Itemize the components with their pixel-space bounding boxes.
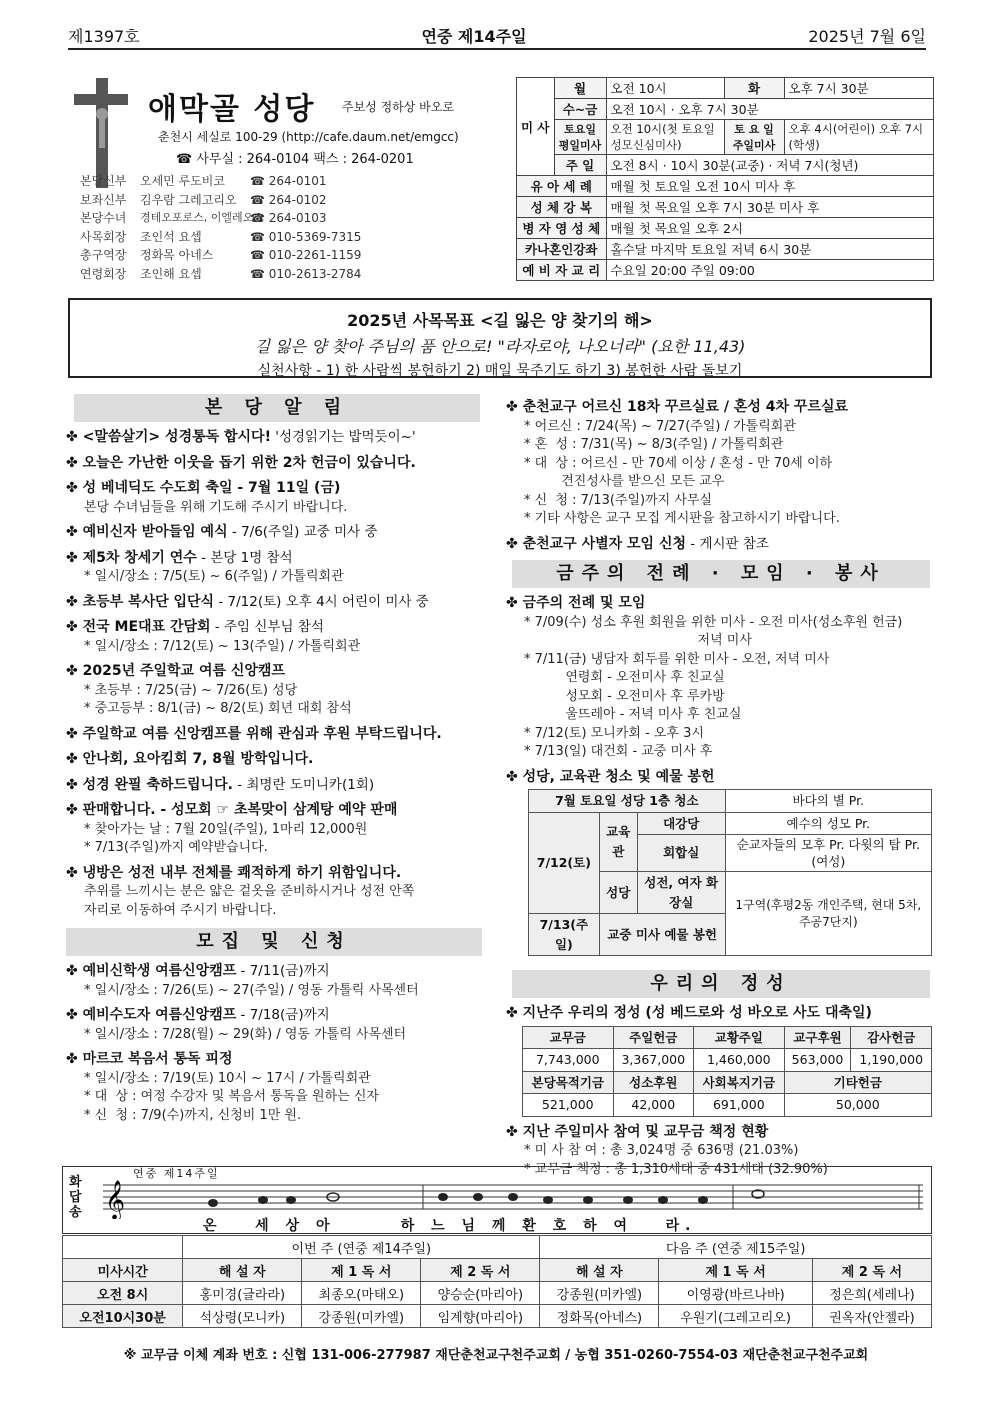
pastoral-goal-box: [68, 298, 932, 378]
notice-item: ✤ 안나회, 요아킴회 7, 8월 방학입니다.: [66, 750, 496, 770]
recruit-list: [66, 962, 496, 1125]
music-staff: [93, 1179, 928, 1219]
notice-section-title: 본 당 알 림: [74, 394, 480, 422]
liturgical-week: 연중 제14주일: [421, 27, 527, 46]
goal-motto: 길 잃은 양 찾아 주님의 품 안으로! "라자로야, 나오너라" (요한 11,43): [254, 337, 746, 356]
psalm-title: 연중 제14주일: [133, 1167, 220, 1180]
church-address: 춘천시 세실로 100-29 (http://cafe.daum.net/emgcc): [158, 130, 459, 144]
notice-item: ✤ 마르코 복음서 통독 피정 * 일시/장소 : 7/19(토) 10시 ~ 17시 / 가톨릭회관 * 대 상 : 여정 수강자 및 복음서 통독을 원하는 신자 * 신 청 : 7/9(수)까지, 신청비 1만 원.: [66, 1050, 496, 1125]
week-liturgy-item: ✤ 금주의 전례 및 모임 * 7/09(수) 성소 후원 회원을 위한 미사 - 오전 미사(성소후원 헌금) 저녁 미사 * 7/11(금) 냉담자 회두를 위한 미사 - 오전, 저녁 미사 연령회 - 오전미사 후 친교실 성모회 - 오전미사 후 루카방 울뜨레아 - 저녁 미사 후 친교실 * 7/12(토) 모니카회 - 오후 3시 * 7/13(일) 대건회 - 교중 미사 후: [506, 594, 936, 762]
bulletin-date: 2025년 7월 6일: [808, 27, 926, 46]
goal-practice: 실천사항 - 1) 한 사람씩 봉헌하기 2) 매일 묵주기도 하기 3) 봉헌한 사람 돌보기: [257, 363, 743, 379]
notice-item: ✤ 초등부 복사단 입단식 - 7/12(토) 오후 4시 어린이 미사 중: [66, 593, 496, 613]
readers-table: 이번 주 (연중 제14주일) 다음 주 (연중 제15주일) 미사시간 해 설 자 제 1 독 서 제 2 독 서 해 설 자 제 1 독 서 제 2 독 서 오전 8시 홍미경(글라라) 최종오(마태오) 양승순(마리아) 강종원(미카엘) 이영광(바르나바) 정은희(세레나) 오전10시30분 석상령(모니카) 강종원(미카엘) 임계향(마리아) 정화목(아네스) 우원기(그레고리오) 권옥자(안젤라): [62, 1235, 932, 1328]
psalm-side-label: 화답송: [69, 1175, 82, 1220]
account-footer: ※ 교무금 이체 계좌 번호 : 신협 131-006-277987 재단춘천교구천주교회 / 농협 351-0260-7554-03 재단춘천교구천주교회: [123, 1348, 869, 1363]
issue-number: 제1397호: [68, 27, 140, 46]
left-column: [66, 394, 496, 1125]
staff-list: [80, 172, 400, 283]
week-section-title: 금주의 전례 · 모임 · 봉사: [512, 560, 930, 588]
notice-item: ✤ 냉방은 성전 내부 전체를 쾌적하게 하기 위함입니다. 추위를 느끼시는 분은 얇은 겉옷을 준비하시거나 성전 안쪽 자리로 이동하여 주시기 바랍니다.: [66, 864, 496, 921]
offering-table: 교무금 주일헌금 교황주일 교구후원 감사헌금 7,743,000 3,367,000 1,460,000 563,000 1,190,000 본당목적기금 성소후원 사회복지기금 기타헌금 521,000 42,000 691,000 50,000: [522, 1026, 932, 1117]
goal-title: 2025년 사목목표 <길 잃은 양 찾기의 해>: [347, 311, 653, 330]
responsorial-psalm-score: [62, 1166, 932, 1234]
notice-item: ✤ 2025년 주일학교 여름 신앙캠프 * 초등부 : 7/25(금) ~ 7/26(토) 성당 * 중고등부 : 8/1(금) ~ 8/2(토) 회년 대회 참석: [66, 662, 496, 719]
notice-item: ✤ 오늘은 가난한 이웃을 돕기 위한 2차 헌금이 있습니다.: [66, 454, 496, 474]
notice-item: ✤ 제5차 창세기 연수 - 본당 1명 참석 * 일시/장소 : 7/5(토) ~ 6(주일) / 가톨릭회관: [66, 549, 496, 587]
right-column: [506, 392, 936, 1179]
church-name: 애막골 성당: [148, 92, 316, 127]
notice-item: ✤ 춘천교구 어르신 18차 꾸르실료 / 혼성 4차 꾸르실료 * 어르신 : 7/24(목) ~ 7/27(주일) / 가톨릭회관 * 혼 성 : 7/31(목) ~ 8/3(주일) / 가톨릭회관 * 대 상 : 어르신 - 만 70세 이상 / 혼성 - 만 70세 이하 견진성사를 받으신 모든 교우 * 신 청 : 7/13(주일)까지 사무실 * 기타 사항은 교구 모집 게시판을 참고하시기 바랍니다.: [506, 398, 936, 529]
cleaning-table: 7월 토요일 성당 1층 청소 바다의 별 Pr. 7/12(토) 교육관 대강당 예수의 성모 Pr. 회합실 순교자들의 모후 Pr. 다윗의 탑 Pr.(여성) 성당 성전, 여자 화장실 1구역(후평2동 개인주택, 현대 5차, 주공7단지) 7/13(주일) 교중 미사 예물 봉헌: [528, 789, 932, 956]
offering-item: ✤ 지난주 우리의 정성 (성 베드로와 성 바오로 사도 대축일): [506, 1004, 936, 1024]
notice-item: ✤ <말씀살기> 성경통독 합시다! '성경읽기는 밥먹듯이~': [66, 428, 496, 448]
notice-item: ✤ 예비수도자 여름신앙캠프 - 7/18(금)까지 * 일시/장소 : 7/28(월) ~ 29(화) / 영동 가톨릭 사목센터: [66, 1006, 496, 1044]
psalm-lyrics: 온 세 상 아 하 느 님 께 환 호 하 여 라.: [203, 1218, 697, 1234]
bulletin-header: [68, 24, 926, 50]
diocese-notice-list: [506, 398, 936, 554]
notice-item: ✤ 춘천교구 사별자 모임 신청 - 게시판 참조: [506, 535, 936, 555]
notice-item: ✤ 예비신자 받아들임 예식 - 7/6(주일) 교중 미사 중: [66, 523, 496, 543]
notice-item: ✤ 예비신학생 여름신앙캠프 - 7/11(금)까지 * 일시/장소 : 7/26(토) ~ 27(주일) / 영동 가톨릭 사목센터: [66, 962, 496, 1000]
svg-text:𝄞: 𝄞: [105, 1180, 126, 1219]
church-patron: 주보성 정하상 바오로: [342, 100, 454, 114]
offering-section-title: 우리의 정성: [512, 970, 930, 998]
notice-item: ✤ 전국 ME대표 간담회 - 주임 신부님 참석 * 일시/장소 : 7/12(토) ~ 13(주일) / 가톨릭회관: [66, 618, 496, 656]
mass-side-label: 미 사: [517, 78, 555, 176]
staff-row: 사목회장 조인석 요셉 ☎ 010-5369-7315: [80, 229, 362, 244]
recruit-section-title: 모집 및 신청: [66, 928, 482, 956]
staff-row: 본당수녀 경테오포로스, 이엘레오스 ☎ 264-0103: [80, 211, 327, 225]
notice-item: ✤ 성 베네딕도 수도회 축일 - 7월 11일 (금) 본당 수녀님들을 위해 기도해 주시기 바랍니다.: [66, 479, 496, 517]
church-office-phone: ☎ 사무실 : 264-0104 팩스 : 264-0201: [176, 152, 414, 167]
mass-schedule-table: 미 사 월 오전 10시 화 오후 7시 30분 수~금 오전 10시 · 오후 7시 30분 토요일 평일미사 오전 10시(첫 토요일 성모신심미사) 토 요 일 주일미사 오후 4시(어린이) 오후 7시(학생) 주 일 오전 8시 · 10시 30분(교중) · 저녁 7시(청년) 유 아 세 례 매월 첫 토요일 오전 10시 미사 후 성 체 강 복 매월 첫 목요일 오후 7시 30분 미사 후 병 자 영 성 체 매월 첫 목요일 오후 2시 카나혼인강좌 홀수달 마지막 토요일 저녁 6시 30분 예 비 자 교 리 수요일 20:00 주일 09:00: [516, 77, 934, 281]
staff-row: 총구역장 정화목 아네스 ☎ 010-2261-1159: [80, 248, 362, 262]
notice-list: [66, 428, 496, 920]
staff-row: 보좌신부 김우람 그레고리오 ☎ 264-0102: [80, 192, 327, 207]
staff-row: 연령회장 조인해 요셉 ☎ 010-2613-2784: [80, 266, 362, 281]
staff-row: 본당신부 오세민 루도비코 ☎ 264-0101: [80, 174, 327, 188]
cleaning-item: ✤ 성당, 교육관 청소 및 예물 봉헌: [506, 768, 936, 788]
notice-item: ✤ 성경 완필 축하드립니다. - 최명란 도미니카(1회): [66, 776, 496, 796]
notice-item: ✤ 주일학교 여름 신앙캠프를 위해 관심과 후원 부탁드립니다.: [66, 725, 496, 745]
notice-item: ✤ 판매합니다. - 성모회 ☞ 초복맞이 삼계탕 예약 판매 * 찾아가는 날 : 7월 20일(주일), 1마리 12,000원 * 7/13(주일)까지 예약받습니다.: [66, 801, 496, 858]
attendance-item: ✤ 지난 주일미사 참여 및 교무금 책정 현황 * 미 사 참 여 : 총 3,024명 중 636명 (21.03%) * 교무금 책정 : 총 1,310세대 중 431세대 (32.90%): [506, 1123, 936, 1180]
